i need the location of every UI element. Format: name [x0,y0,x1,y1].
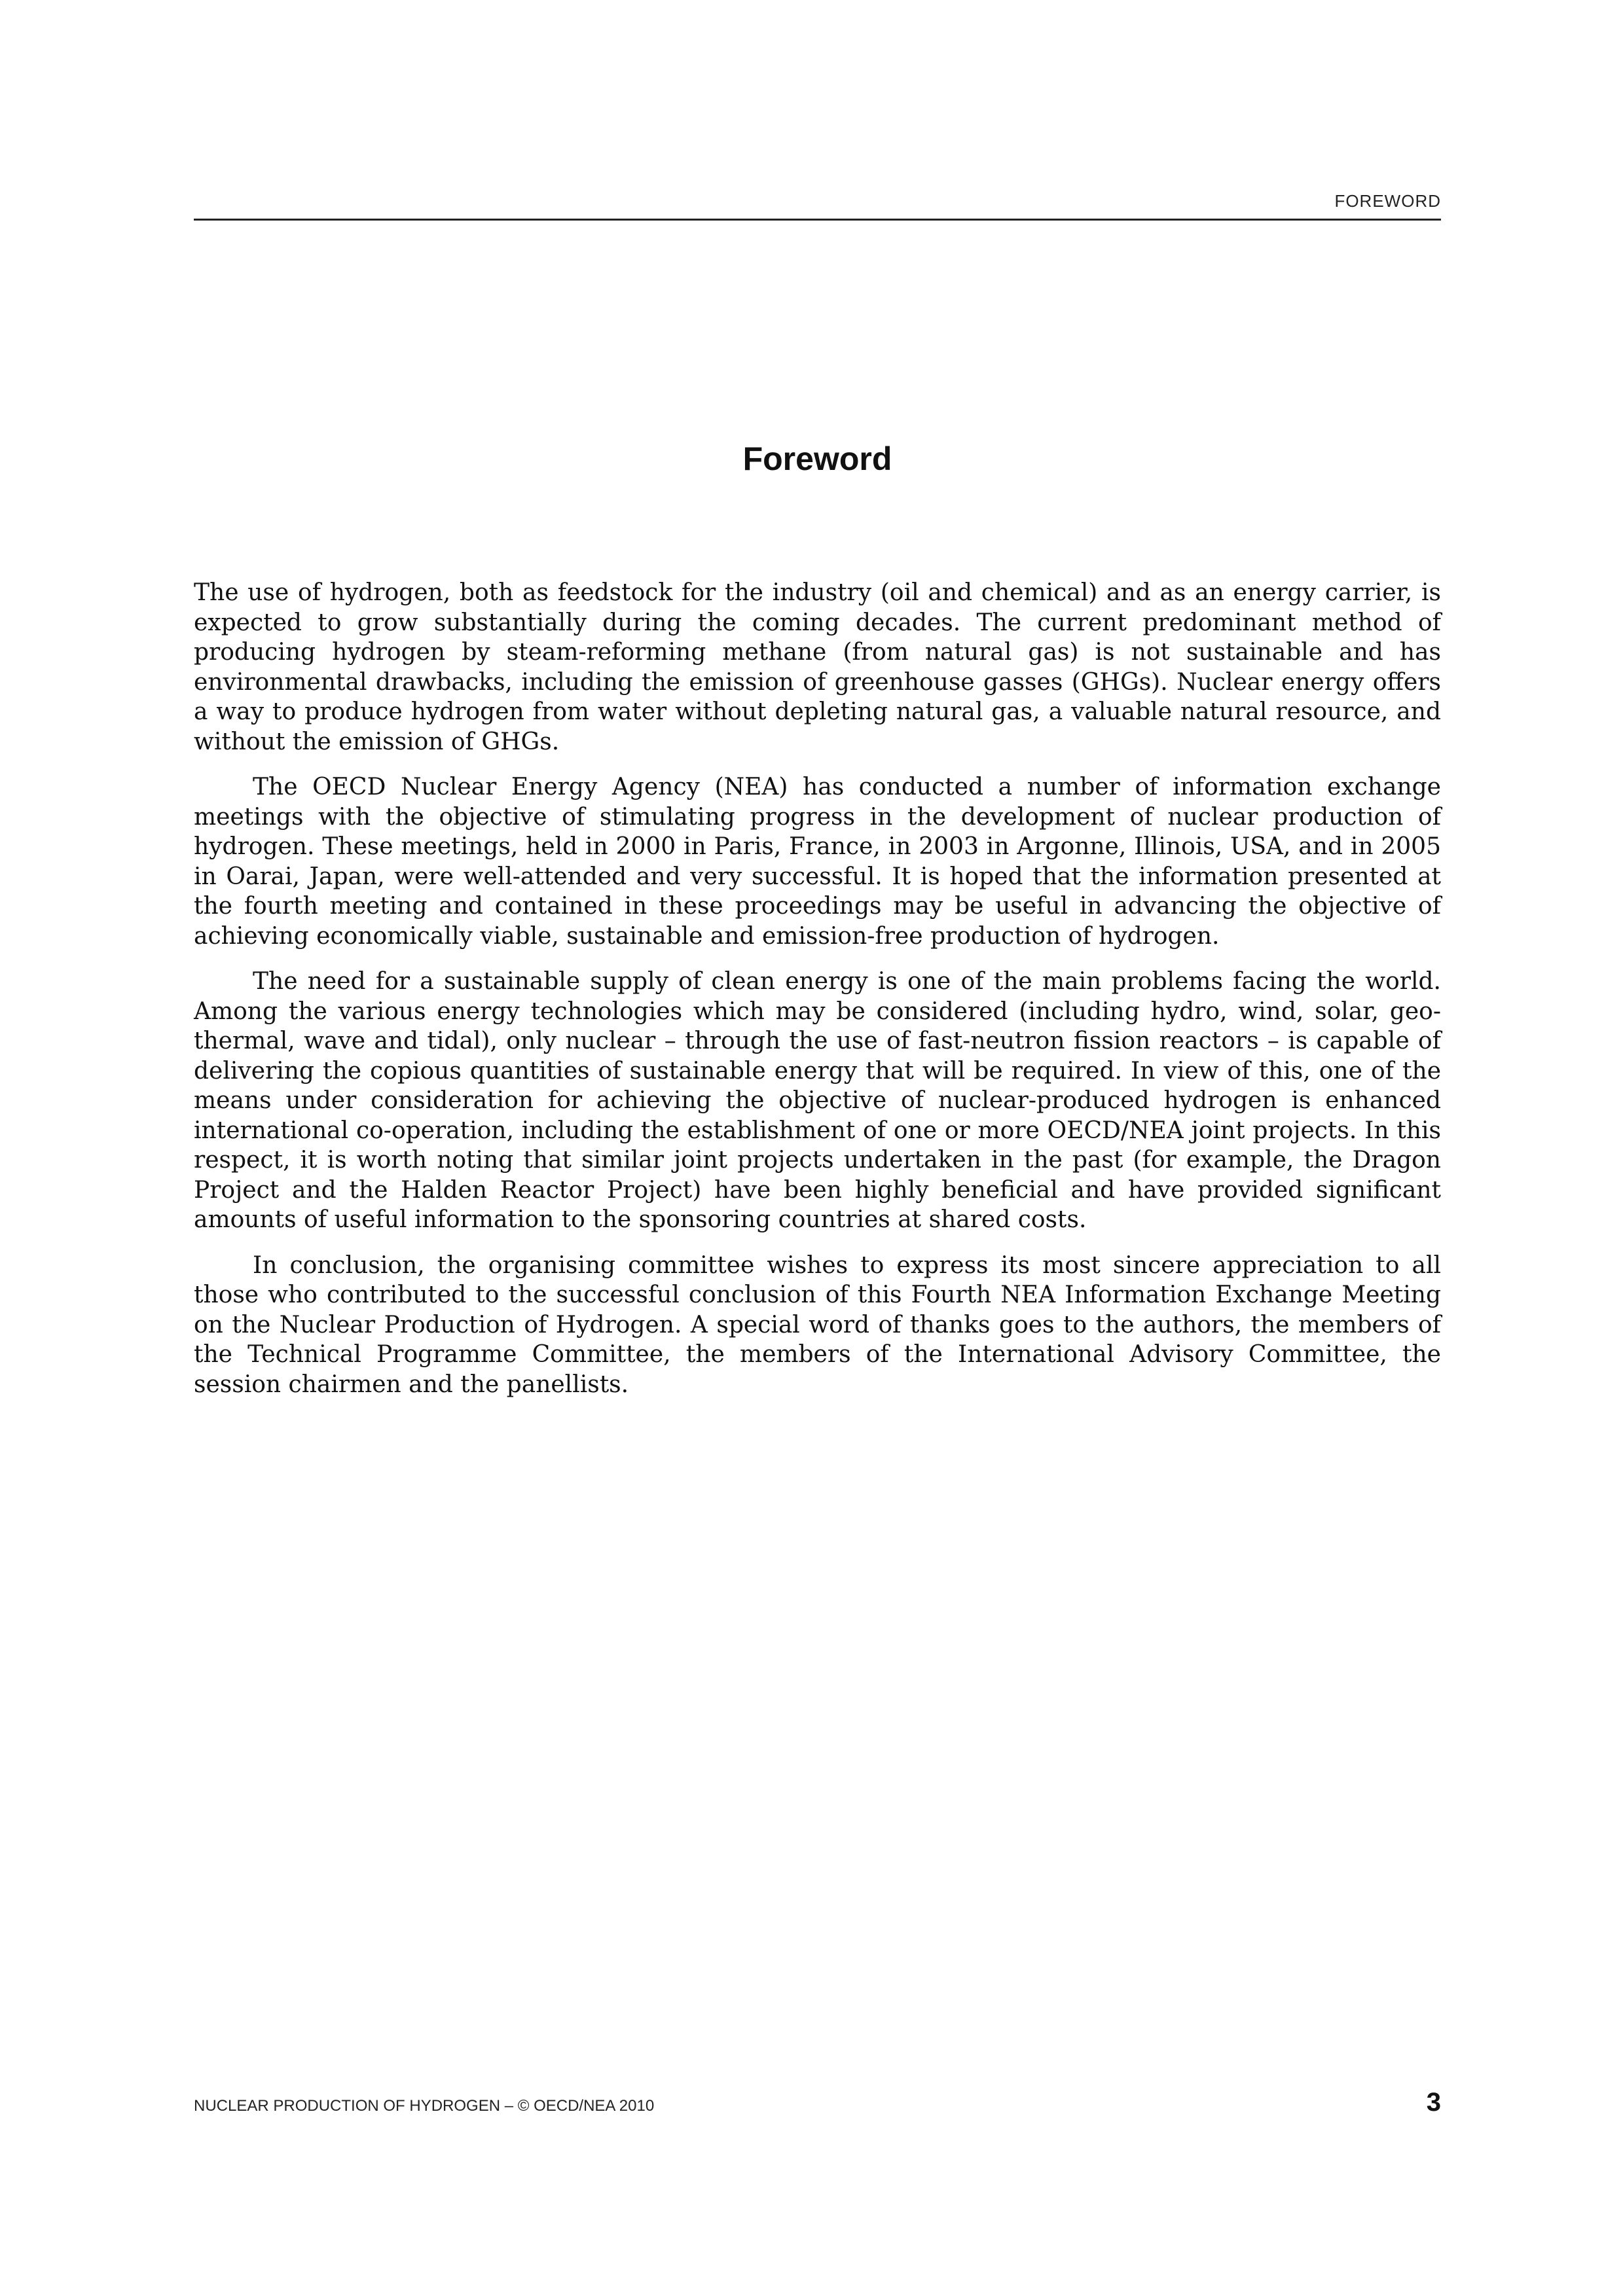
page-number: 3 [1426,2088,1441,2117]
running-header [194,188,1441,221]
footer-publication: NUCLEAR PRODUCTION OF HYDROGEN – © OECD/NEA 2010 [194,2097,655,2115]
paragraph-4: In conclusion, the organising committee wishes to express its most sincere appreciation to all those who contributed to the successful conclusion of this Fourth NEA Information Exchange Meeting on the Nuclear Production of Hydrogen. A special word of thanks goes to the authors, the members of the Technical Programme Committee, the members of the International Advisory Committee, the session chairmen and the panellists. [194,1251,1441,1398]
running-header-title: FOREWORD [1334,191,1441,211]
page-title: Foreword [742,440,892,477]
paragraph-1: The use of hydrogen, both as feedstock for the industry (oil and chemical) and as an energy carrier, is expected to grow substantially during the coming decades. The current predominant method of producing hydrogen by steam-reforming methane (from natural gas) is not sustainable and has environmental drawbacks, including the emission of greenhouse gasses (GHGs). Nuclear energy offers a way to produce hydrogen from water without depleting natural gas, a valuable natural resource, and without the emission of GHGs. [194,579,1441,755]
body-text [194,578,1441,1415]
paragraph-2: The OECD Nuclear Energy Agency (NEA) has conducted a number of information exchange meetings with the objective of stimulating progress in the development of nuclear production of hydrogen. These meetings, held in 2000 in Paris, France, in 2003 in Argonne, Illinois, USA, and in 2005 in Oarai, Japan, were well-attended and very successful. It is hoped that the information presented at the fourth meeting and contained in these proceedings may be useful in advancing the objective of achieving economically viable, sustainable and emission-free production of hydrogen. [194,774,1441,950]
page-footer [194,2088,1441,2121]
paragraph-3: The need for a sustainable supply of clean energy is one of the main problems facing the world. Among the various energy technologies which may be considered (including hydro, wind, solar, geo-thermal, wave and tidal), only nuclear – through the use of fast-neutron fission reactors – is capable of delivering the copious quantities of sustainable energy that will be required. In view of this, one of the means under consideration for achieving the objective of nuclear-produced hydrogen is enhanced international co-operation, including the establishment of one or more OECD/NEA joint projects. In this respect, it is worth noting that similar joint projects undertaken in the past (for example, the Dragon Project and the Halden Reactor Project) have been highly beneficial and have provided significant amounts of useful information to the sponsoring countries at shared costs. [194,968,1441,1233]
